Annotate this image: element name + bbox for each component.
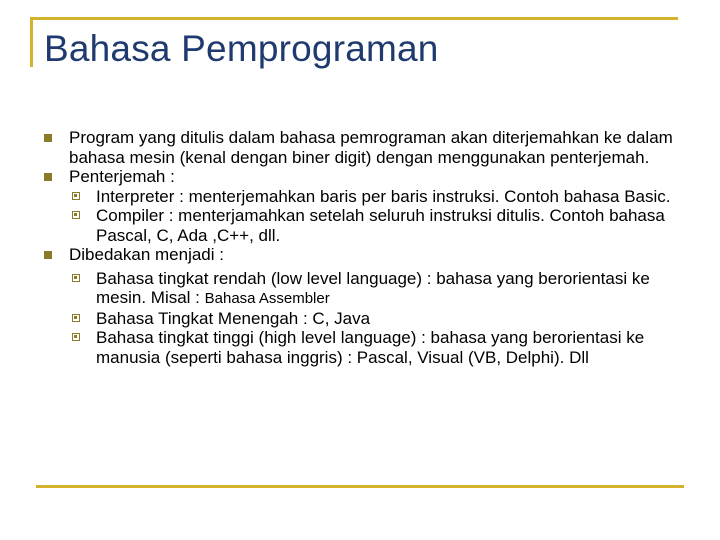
hollow-square-bullet-icon — [72, 274, 80, 282]
slide-title: Bahasa Pemprograman — [44, 28, 439, 69]
sub-bullet-small-text: Bahasa Assembler — [204, 290, 330, 307]
sub-bullet-item — [44, 187, 694, 207]
hollow-square-bullet-icon — [72, 211, 80, 219]
square-bullet-icon — [44, 134, 52, 142]
bottom-rule — [36, 485, 684, 488]
sub-bullet-text: Bahasa tingkat rendah (low level language) : bahasa yang berorientasi ke mesin. Misal : — [96, 268, 650, 307]
sub-bullet-text: Bahasa Tingkat Menengah : C, Java — [96, 308, 371, 328]
sub-bullet-text: Interpreter : menterjemahkan baris per baris instruksi. Contoh bahasa Basic. — [96, 186, 671, 206]
bullet-item — [44, 245, 694, 265]
sub-bullet-item — [44, 328, 694, 367]
sub-bullet-item — [44, 309, 694, 329]
bullet-text: Dibedakan menjadi : — [69, 245, 224, 264]
square-bullet-icon — [44, 173, 52, 181]
bullet-item — [44, 128, 694, 167]
left-rule — [30, 17, 33, 67]
sub-bullet-text: Bahasa tingkat tinggi (high level language) : bahasa yang berorientasi ke manusia (seperti bahasa inggris) : Pascal, Visual (VB, Delphi). Dll — [96, 328, 645, 367]
bullet-text: Program yang ditulis dalam bahasa pemrograman akan diterjemahkan ke dalam bahasa mesin (kenal dengan biner digit) dengan menggunakan penterjemah. — [69, 128, 673, 167]
hollow-square-bullet-icon — [72, 192, 80, 200]
slide-content — [44, 128, 694, 367]
square-bullet-icon — [44, 251, 52, 259]
bullet-item — [44, 167, 694, 187]
sub-bullet-item — [44, 269, 694, 309]
bullet-text: Penterjemah : — [69, 167, 175, 186]
hollow-square-bullet-icon — [72, 314, 80, 322]
hollow-square-bullet-icon — [72, 333, 80, 341]
sub-bullet-item — [44, 206, 694, 245]
top-rule — [30, 17, 678, 20]
sub-bullet-text: Compiler : menterjamahkan setelah seluruh instruksi ditulis. Contoh bahasa Pascal, C, Ada ,C++, dll. — [96, 206, 665, 245]
